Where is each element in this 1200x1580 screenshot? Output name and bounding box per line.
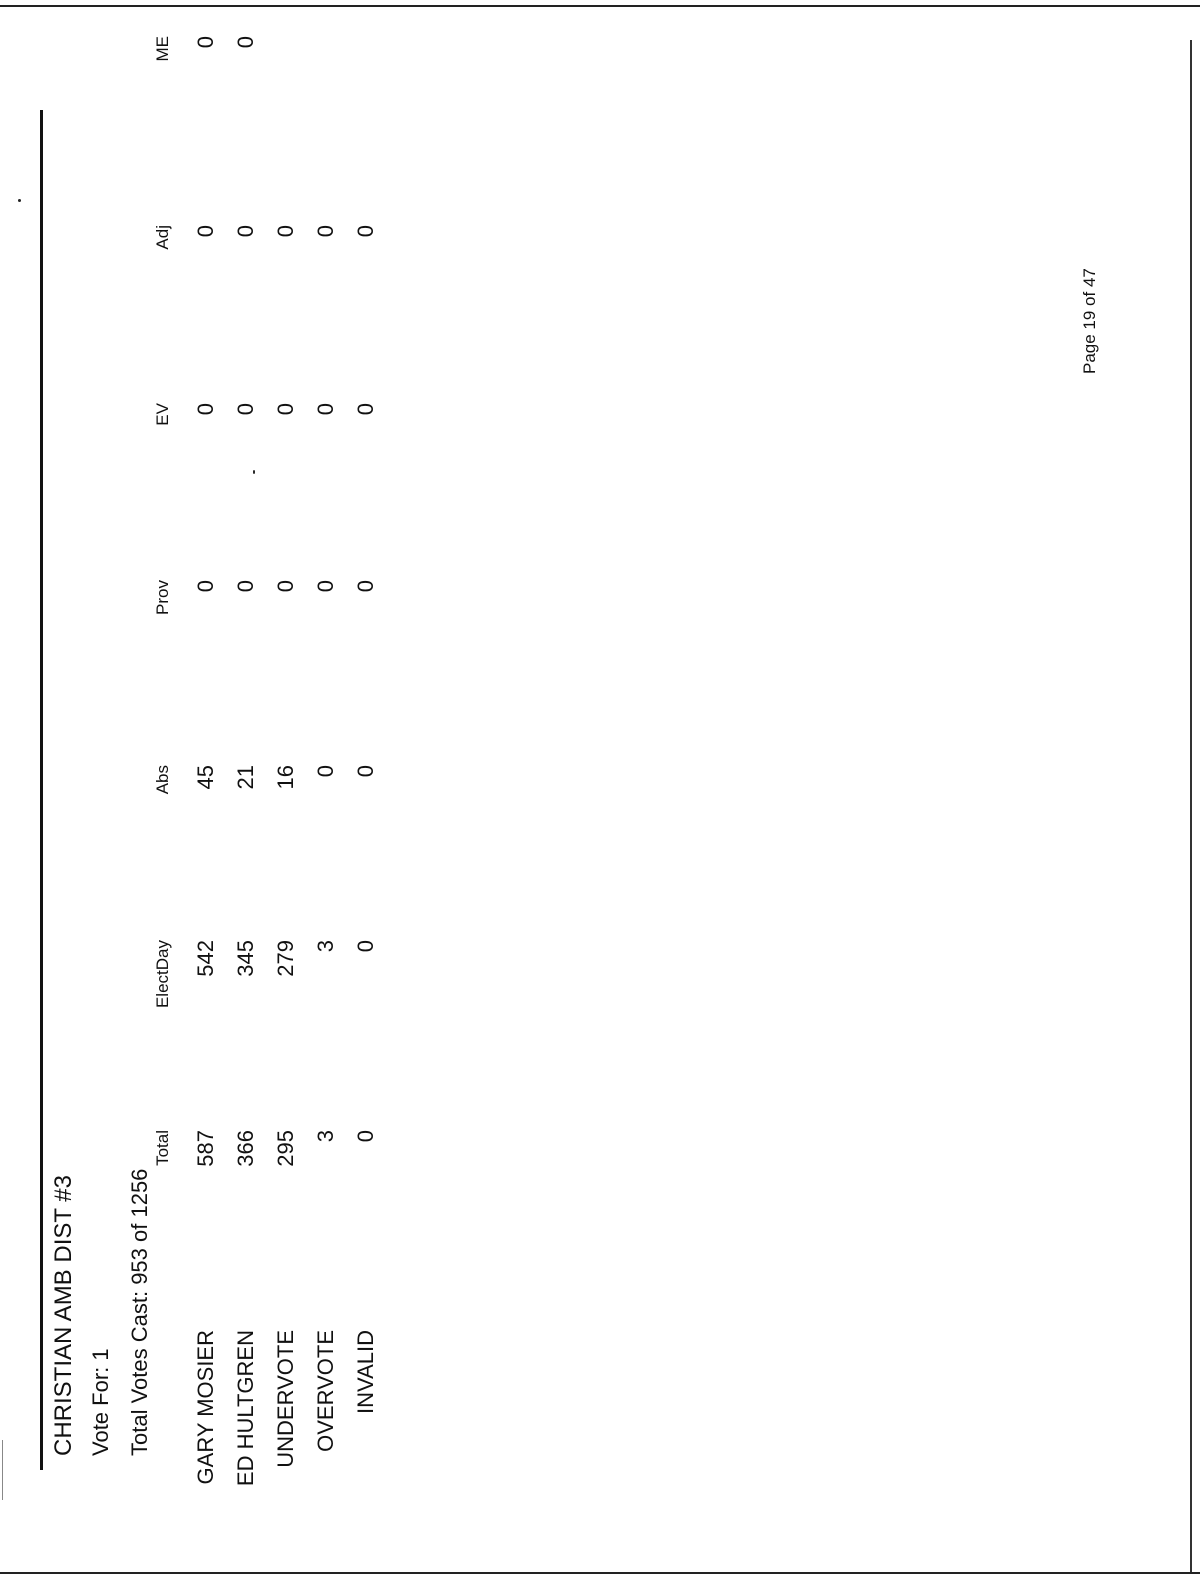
vote-count-prov: 0 [273, 580, 298, 593]
vote-count-ev: 0 [233, 403, 258, 416]
page-right-border [1190, 40, 1192, 1572]
vote-count-electday: 345 [233, 940, 258, 977]
header-rule [40, 110, 43, 1470]
vote-count-abs: 21 [233, 765, 258, 790]
page-number: Page 19 of 47 [1080, 268, 1099, 374]
column-header-total: Total [153, 1130, 172, 1166]
candidate-name: UNDERVOTE [273, 1330, 298, 1468]
vote-for-label: Vote For: 1 [88, 1348, 113, 1456]
vote-count-abs: 0 [353, 765, 378, 778]
vote-count-ev: 0 [273, 403, 298, 416]
column-header-me: ME [153, 36, 172, 62]
page-bottom-border [0, 1572, 1200, 1574]
total-votes-cast: Total Votes Cast: 953 of 1256 [127, 1168, 152, 1456]
vote-count-adj: 0 [273, 225, 298, 238]
vote-count-total: 366 [233, 1130, 258, 1167]
vote-count-prov: 0 [193, 580, 218, 593]
rotated-report [40, 36, 1140, 1500]
column-header-ev: EV [153, 403, 172, 426]
vote-count-total: 3 [313, 1130, 338, 1143]
vote-count-total: 587 [193, 1130, 218, 1167]
vote-count-prov: 0 [353, 580, 378, 593]
scan-speck [18, 199, 21, 202]
vote-count-adj: 0 [193, 225, 218, 238]
candidate-name: OVERVOTE [313, 1330, 338, 1452]
scan-speck [253, 470, 255, 474]
vote-count-electday: 0 [353, 940, 378, 953]
vote-count-adj: 0 [313, 225, 338, 238]
vote-count-electday: 3 [313, 940, 338, 953]
vote-count-prov: 0 [313, 580, 338, 593]
column-header-prov: Prov [153, 580, 172, 615]
vote-count-adj: 0 [233, 225, 258, 238]
vote-count-ev: 0 [353, 403, 378, 416]
vote-count-ev: 0 [193, 403, 218, 416]
column-header-electday: ElectDay [153, 940, 172, 1009]
vote-count-abs: 16 [273, 765, 298, 790]
column-header-abs: Abs [153, 765, 172, 795]
page-top-border [0, 5, 1200, 7]
vote-count-electday: 279 [273, 940, 298, 977]
vote-count-abs: 0 [313, 765, 338, 778]
vote-count-ev: 0 [313, 403, 338, 416]
column-header-adj: Adj [153, 225, 172, 250]
page-left-border [2, 1440, 3, 1500]
vote-count-electday: 542 [193, 940, 218, 977]
candidate-name: GARY MOSIER [193, 1330, 218, 1485]
vote-count-total: 0 [353, 1130, 378, 1143]
vote-count-prov: 0 [233, 580, 258, 593]
candidate-name: INVALID [353, 1330, 378, 1414]
vote-count-total: 295 [273, 1130, 298, 1167]
vote-count-me: 0 [193, 36, 218, 49]
vote-count-abs: 45 [193, 765, 218, 790]
race-title: CHRISTIAN AMB DIST #3 [50, 1175, 77, 1456]
vote-count-me: 0 [233, 36, 258, 49]
vote-count-adj: 0 [353, 225, 378, 238]
candidate-name: ED HULTGREN [233, 1330, 258, 1487]
